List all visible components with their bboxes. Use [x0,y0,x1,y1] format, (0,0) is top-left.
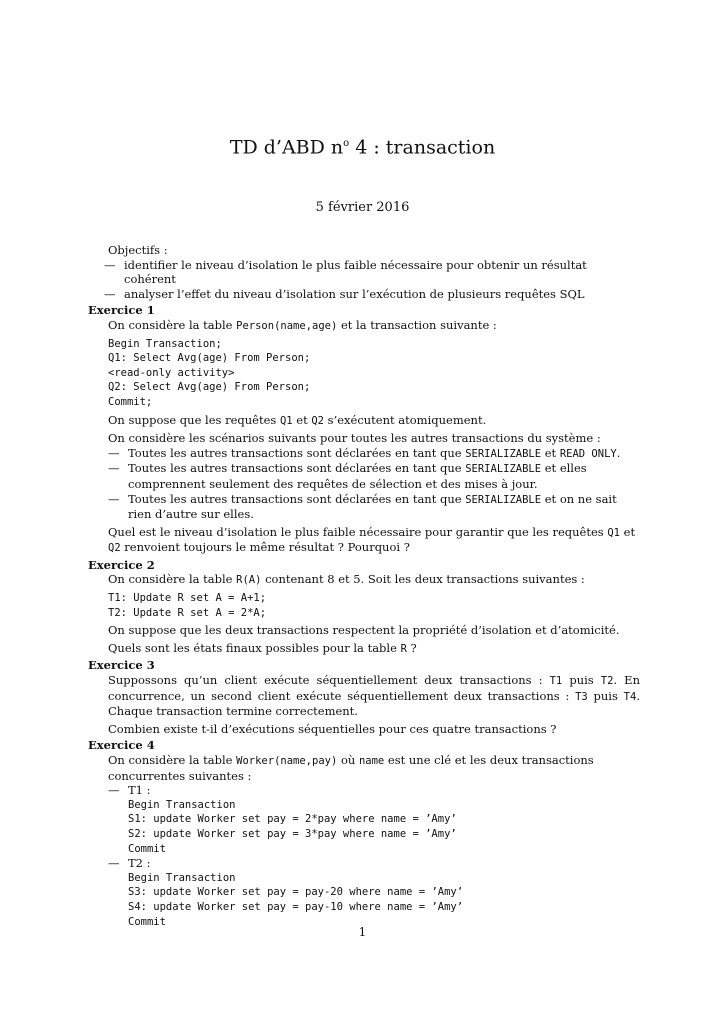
text-run: s’exécutent atomiquement. [324,412,487,427]
exercise-2-intro [108,572,640,588]
code-line: S3: update Worker set pay = pay-20 where name = ’Amy’ [128,886,464,899]
objective-text: identifier le niveau d’isolation le plus faible nécessaire pour obtenir un résultat cohérent [124,257,587,287]
exercise-1-question-wrap [108,525,640,556]
query-code: Q1 [279,414,293,427]
title-prefix: TD d’ABD n [229,136,344,159]
exercise-4-intro [108,753,640,783]
list-dash: — [108,856,120,871]
code-line: T1: Update R set A = A+1; [108,592,267,605]
title-suffix: 4 : transaction [349,136,496,159]
scenario-item [108,446,640,462]
transaction-code: T2 [600,675,614,688]
text-run: . Chaque transaction termine correctement. [108,688,640,719]
text-run: et [620,524,636,539]
text-run: et [541,445,560,460]
code-line: Begin Transaction [128,798,236,811]
document-date: 5 février 2016 [315,200,410,215]
exercise-1-heading: Exercice 1 [88,303,155,318]
text-run: et on ne sait rien d’autre sur elles. [128,491,617,522]
code-line: Q2: Select Avg(age) From Person; [108,381,311,394]
query-code: Q2 [108,542,121,555]
transaction-t1-code [108,798,640,856]
document-body [88,243,640,929]
text-run: . [616,445,621,460]
exercise-2-code [108,591,640,620]
transaction-label: T2 : [128,856,151,871]
text-run: et la transaction suivante : [337,317,497,332]
code-line: S4: update Worker set pay = pay-10 where name = ’Amy’ [128,900,464,913]
code-line: Commit [128,842,166,855]
exercise-2-body [108,572,640,656]
code-line: T2: Update R set A = 2*A; [108,606,267,619]
code-line: Commit [128,915,166,928]
isolation-code: SERIALIZABLE [465,463,542,476]
code-line: Begin Transaction; [108,337,222,350]
objectives-heading: Objectifs : [108,243,168,257]
list-dash: — [108,783,120,798]
objectives-section [108,243,640,258]
table-name-code: R(A) [236,574,262,587]
title-superscript: o [343,138,350,149]
scenario-item [108,492,640,522]
text-run: Quels sont les états finaux possibles pour la table [108,640,401,655]
text-run: Toutes les autres transactions sont déclarées en tant que [128,491,466,506]
text-run: et [292,412,312,427]
exercise-4-body [108,753,640,929]
code-line: S1: update Worker set pay = 2*pay where name = ’Amy’ [128,813,457,826]
exercise-1-atomic [108,413,640,429]
exercise-1-code [108,337,640,410]
list-dash: — [108,491,120,506]
isolation-code: SERIALIZABLE [465,493,542,506]
table-name-code: Person(name,age) [236,319,338,332]
transaction-item [108,783,640,798]
list-dash: — [104,257,116,272]
transaction-item [108,856,640,871]
code-line: Q1: Select Avg(age) From Person; [108,352,311,365]
text-run: et elles comprennent seulement des requêtes de sélection et des mises à jour. [128,461,587,491]
text-run: On considère la table [108,753,237,767]
document-title [0,130,725,161]
list-dash: — [108,445,120,460]
text-run: est une clé et les deux transactions concurrentes suivantes : [108,753,594,783]
exercise-1-body [108,318,640,446]
isolation-code: READ ONLY [559,447,617,460]
transaction-label: T1 : [128,783,151,798]
exercise-3-body [108,673,640,736]
objectives-list [104,258,640,302]
table-name-code: R [400,642,407,655]
exercise-4-heading: Exercice 4 [88,738,155,753]
exercise-4-transactions [108,783,640,929]
isolation-code: SERIALIZABLE [465,447,542,460]
text-run: On considère la table [108,572,237,587]
list-dash: — [104,286,116,301]
code-line: <read-only activity> [108,366,235,379]
exercise-2-heading: Exercice 2 [88,557,155,572]
transaction-code: T4 [623,690,637,703]
transaction-t2-code [108,871,640,929]
text-run: Toutes les autres transactions sont déclarées en tant que [128,445,466,460]
code-line: S2: update Worker set pay = 3*pay where name = ’Amy’ [128,827,457,840]
column-name-code: name [358,755,385,767]
objective-item [104,287,640,302]
table-name-code: Worker(name,pay) [236,755,338,767]
text-run: On considère la table [108,317,237,332]
text-run: Suppossons qu’un client exécute séquentiellement deux transactions : [108,673,550,688]
scenario-item [108,461,640,491]
text-run: puis [562,673,601,688]
text-run: Toutes les autres transactions sont déclarées en tant que [128,461,466,476]
scenario-text [128,446,640,462]
text-run: renvoient toujours le même résultat ? Pourquoi ? [120,540,410,555]
exercise-2-property: On suppose que les deux transactions respectent la propriété d’isolation et d’atomicité. [108,623,620,638]
objective-text: analyser l’effet du niveau d’isolation sur l’exécution de plusieurs requêtes SQL [124,286,585,301]
text-run: . En concurrence, un second client exécute séquentiellement deux transactions : [108,673,640,703]
code-line: Begin Transaction [128,871,236,884]
transaction-code: T3 [575,690,588,703]
scenario-text [128,492,640,522]
text-run: ? [406,640,417,655]
text-run: puis [587,688,624,703]
exercise-2-question [108,641,640,657]
text-run: On suppose que les requêtes [108,412,280,427]
exercise-3-paragraph [108,673,640,719]
text-run: Quel est le niveau d’isolation le plus faible nécessaire pour garantir que les requêtes [108,524,608,539]
exercise-1-intro [108,318,640,334]
text-run: contenant 8 et 5. Soit les deux transactions suivantes : [261,572,585,587]
objective-item [104,258,640,287]
exercise-1-scenarios-intro: On considère les scénarios suivants pour toutes les autres transactions du système : [108,431,601,446]
exercise-1-scenarios [108,446,640,522]
exercise-1-question [108,525,640,556]
scenario-text [128,461,640,491]
transaction-code: T1 [549,675,563,688]
text-run: où [337,753,359,767]
list-dash: — [108,461,120,476]
page-number: 1 [358,925,367,939]
query-code: Q1 [607,526,620,539]
exercise-3-heading: Exercice 3 [88,658,155,673]
code-line: Commit; [108,395,153,408]
exercise-3-question: Combien existe t-il d’exécutions séquentielles pour ces quatre transactions ? [108,721,557,736]
query-code: Q2 [311,414,325,427]
